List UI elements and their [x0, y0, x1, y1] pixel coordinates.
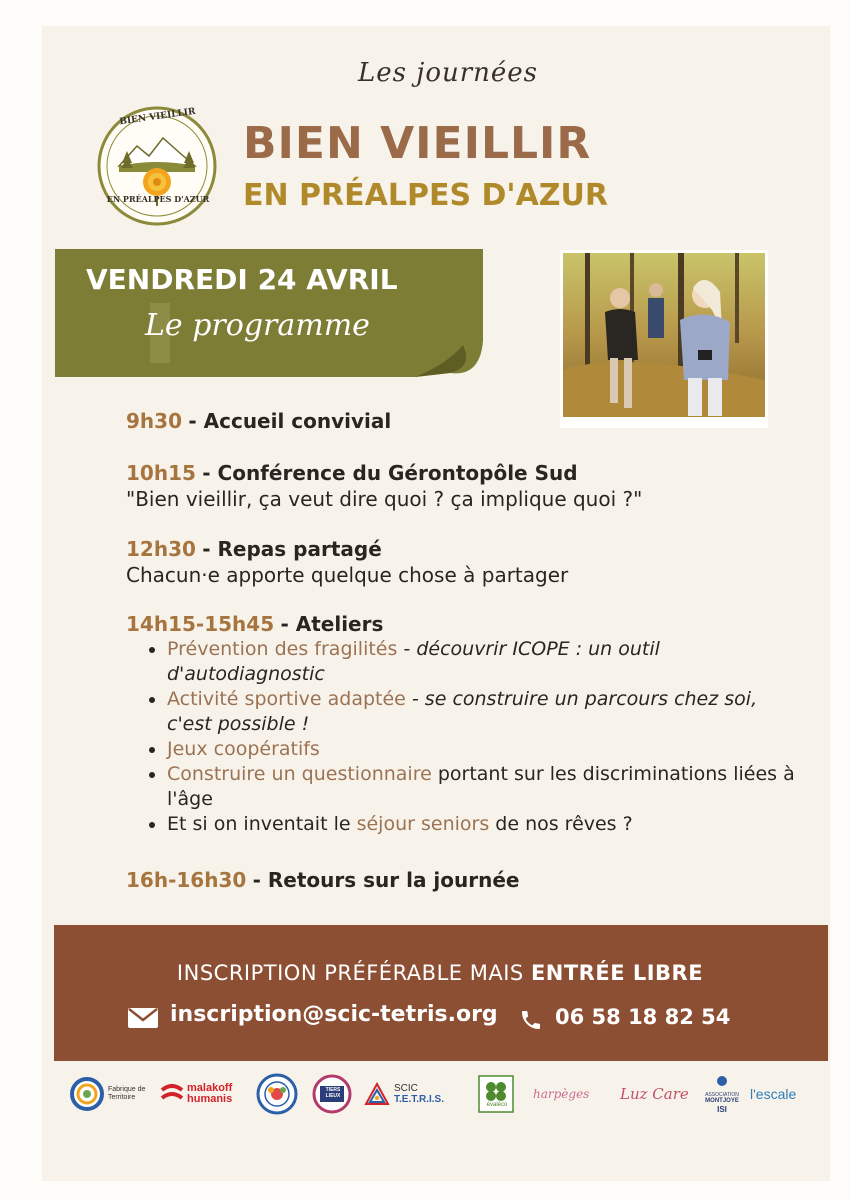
isi-label: ISI	[717, 1105, 727, 1114]
montjoye-name: MONTJOYE	[705, 1098, 739, 1104]
fabrique-label: Fabrique de Territoire	[108, 1086, 146, 1101]
workshop-name: Prévention des fragilités	[167, 638, 398, 660]
free-entry-text: ENTRÉE LIBRE	[530, 961, 704, 985]
contact-email[interactable]: inscription@scic-tetris.org	[170, 1002, 498, 1027]
program-title: - Repas partagé	[202, 537, 382, 561]
fabrique-logo-icon	[70, 1077, 104, 1111]
list-item	[167, 637, 807, 687]
hikers-photo	[560, 250, 768, 428]
partner-fabrique	[70, 1072, 146, 1116]
mail-icon	[128, 1008, 158, 1028]
phone-icon	[519, 1008, 543, 1032]
workshops-list	[145, 637, 807, 837]
page-subtitle: EN PRÉALPES D'AZUR	[243, 178, 609, 213]
tetris-logo-icon	[364, 1082, 390, 1106]
program-detail: "Bien vieillir, ça veut dire quoi ? ça implique quoi ?"	[126, 487, 643, 511]
program-time: 9h30	[126, 409, 182, 433]
event-date: VENDREDI 24 AVRIL	[86, 263, 398, 296]
partner-scic-tetris	[364, 1072, 444, 1116]
list-item	[167, 687, 807, 737]
partner-malakoff	[160, 1072, 232, 1116]
partner-luz-care	[620, 1072, 689, 1116]
partner-escale	[750, 1072, 796, 1116]
program-item-1	[126, 408, 391, 434]
program-time: 10h15	[126, 461, 196, 485]
program-title: - Retours sur la journée	[252, 868, 520, 892]
malakoff-name: malakoff	[187, 1082, 233, 1094]
page-title: BIEN VIEILLIR	[243, 118, 592, 169]
program-detail: Chacun·e apporte quelque chose à partager	[126, 563, 569, 587]
program-time: 14h15-15h45	[126, 612, 275, 636]
tiers-lieux-label: TIERS LIEUX	[325, 1087, 341, 1099]
program-time: 12h30	[126, 537, 196, 561]
logo-text-top: BIEN VIEILLIR	[118, 106, 197, 128]
kicker-text: Les journées	[358, 58, 539, 88]
escale-label: l'escale	[750, 1086, 797, 1102]
logo-text-bottom: EN PRÉALPES D'AZUR	[106, 194, 210, 204]
montjoye-assoc: ASSOCIATION	[705, 1092, 739, 1098]
program-title: - Ateliers	[280, 612, 384, 636]
partner-seal	[256, 1072, 298, 1116]
malakoff-logo-icon	[160, 1084, 184, 1104]
seal-logo-icon	[256, 1073, 298, 1115]
program-heading: Le programme	[145, 308, 370, 343]
harpeges-label: harpèges	[533, 1087, 590, 1101]
partner-montjoye	[700, 1072, 744, 1116]
registration-text: INSCRIPTION PRÉFÉRABLE MAIS	[176, 961, 524, 985]
list-item	[167, 812, 807, 837]
luz-care-label: Luz Care	[620, 1085, 689, 1103]
registration-note	[0, 961, 849, 985]
montjoye-logo-icon	[716, 1075, 728, 1087]
list-item	[167, 737, 807, 762]
program-title: - Conférence du Gérontopôle Sud	[202, 461, 578, 485]
workshop-detail: - découvrir ICOPE : un outil d'autodiagnostic	[167, 638, 660, 685]
program-item-3	[126, 536, 382, 562]
program-item-5	[126, 867, 520, 893]
workshop-name: Activité sportive adaptée	[167, 688, 406, 710]
tetris-label: T.E.T.R.I.S.	[394, 1094, 445, 1105]
humanis-name: humanis	[187, 1093, 233, 1105]
workshop-detail: de nos rêves ?	[489, 813, 633, 835]
workshop-name: Construire un questionnaire	[167, 763, 432, 785]
program-time: 16h-16h30	[126, 868, 247, 892]
program-title: - Accueil convivial	[188, 409, 392, 433]
registration-box	[54, 925, 828, 1061]
program-item-2	[126, 460, 578, 486]
partner-evaleco	[478, 1072, 514, 1116]
evaleco-label: évaléco	[486, 1102, 508, 1108]
list-item	[167, 762, 807, 812]
workshop-detail: - se construire un parcours chez soi, c'est possible !	[167, 688, 758, 735]
workshop-detail: portant sur les discriminations liées à l'âge	[167, 763, 795, 810]
program-item-4	[126, 611, 383, 637]
scic-label: SCIC	[394, 1083, 418, 1094]
partner-harpeges	[533, 1072, 589, 1116]
contact-phone[interactable]: 06 58 18 82 54	[555, 1005, 731, 1029]
workshop-name: Jeux coopératifs	[167, 738, 320, 760]
workshop-pre: Et si on inventait le	[167, 813, 357, 835]
partner-tiers-lieux	[312, 1072, 352, 1116]
workshop-name: séjour seniors	[356, 813, 490, 835]
